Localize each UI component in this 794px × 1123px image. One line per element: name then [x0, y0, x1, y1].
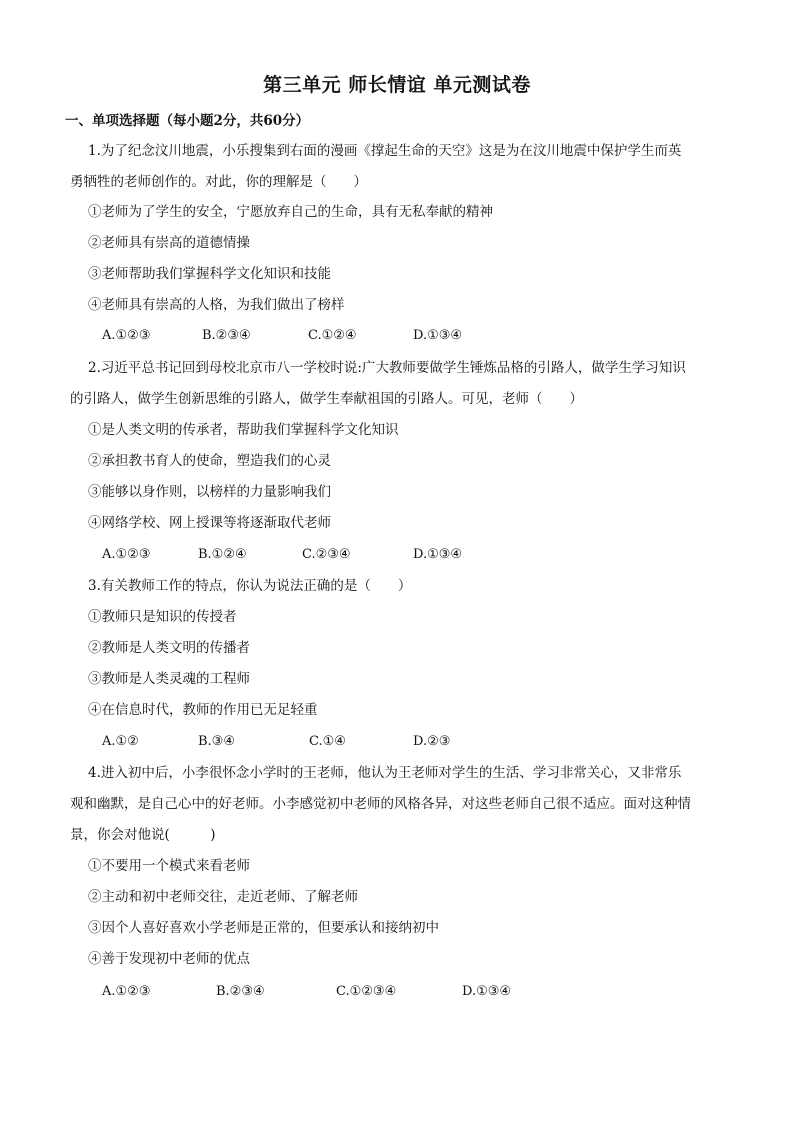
question-2-choice-a[interactable]: A.①②③ — [102, 547, 151, 562]
question-4-choice-b[interactable]: B.②③④ — [216, 984, 265, 999]
question-2-option-1: ①是人类文明的传承者，帮助我们掌握科学文化知识 — [88, 422, 399, 438]
question-1-choice-c[interactable]: C.①②④ — [308, 328, 357, 343]
question-2-choice-b[interactable]: B.①②④ — [198, 547, 247, 562]
question-1-option-1: ①老师为了学生的安全，宁愿放弃自己的生命，具有无私奉献的精神 — [88, 204, 493, 220]
section-heading: 一、单项选择题（每小题2分，共60分） — [65, 113, 310, 129]
question-4-choice-a[interactable]: A.①②③ — [102, 984, 151, 999]
question-4-stem-line-3: 景，你会对他说( ) — [70, 827, 216, 843]
question-3-choice-a[interactable]: A.①② — [102, 734, 139, 749]
question-3-option-2: ②教师是人类文明的传播者 — [88, 640, 250, 656]
question-4-option-4: ④善于发现初中老师的优点 — [88, 951, 250, 967]
question-1-option-3: ③老师帮助我们掌握科学文化知识和技能 — [88, 266, 331, 282]
question-2-option-2: ②承担教书育人的使命，塑造我们的心灵 — [88, 453, 331, 469]
question-3-choice-d[interactable]: D.②③ — [413, 734, 451, 749]
question-4-option-3: ③因个人喜好喜欢小学老师是正常的，但要承认和接纳初中 — [88, 920, 439, 936]
question-3-stem-line-1: 3.有关教师工作的特点，你认为说法正确的是（ ） — [88, 578, 412, 594]
question-3-option-3: ③教师是人类灵魂的工程师 — [88, 671, 250, 687]
question-2-stem-line-1: 2.习近平总书记回到母校北京市八一学校时说:广大教师要做学生锤炼品格的引路人，做学生学习知识 — [88, 360, 686, 376]
question-4-stem-line-2: 观和幽默，是自己心中的好老师。小李感觉初中老师的风格各异，对这些老师自己很不适应。面对这种情 — [70, 796, 691, 812]
question-1-option-4: ④老师具有崇高的人格，为我们做出了榜样 — [88, 297, 345, 313]
question-4-stem-line-1: 4.进入初中后，小李很怀念小学时的王老师，他认为王老师对学生的生活、学习非常关心，又非常乐 — [88, 765, 682, 781]
question-4-choice-d[interactable]: D.①③④ — [462, 984, 512, 999]
question-4-option-1: ①不要用一个模式来看老师 — [88, 858, 250, 874]
question-2-stem-line-2: 的引路人，做学生创新思维的引路人，做学生奉献祖国的引路人。可见，老师（ ） — [70, 391, 583, 407]
question-3-choice-c[interactable]: C.①④ — [309, 734, 346, 749]
question-2-option-4: ④网络学校、网上授课等将逐渐取代老师 — [88, 515, 331, 531]
question-4-option-2: ②主动和初中老师交往，走近老师、了解老师 — [88, 889, 358, 905]
question-4-choice-c[interactable]: C.①②③④ — [336, 984, 397, 999]
question-1-option-2: ②老师具有崇高的道德情操 — [88, 235, 250, 251]
question-1-choice-a[interactable]: A.①②③ — [102, 328, 151, 343]
question-3-choice-b[interactable]: B.③④ — [198, 734, 235, 749]
question-1-choice-b[interactable]: B.②③④ — [202, 328, 251, 343]
question-3-option-1: ①教师只是知识的传授者 — [88, 609, 237, 625]
question-3-option-4: ④在信息时代，教师的作用已无足轻重 — [88, 702, 318, 718]
question-1-stem-line-1: 1.为了纪念汶川地震，小乐搜集到右面的漫画《撑起生命的天空》这是为在汶川地震中保护学生而英 — [88, 143, 682, 159]
question-2-choice-c[interactable]: C.②③④ — [302, 547, 351, 562]
question-2-option-3: ③能够以身作则，以榜样的力量影响我们 — [88, 484, 331, 500]
question-1-choice-d[interactable]: D.①③④ — [413, 328, 463, 343]
question-2-choice-d[interactable]: D.①③④ — [413, 547, 463, 562]
question-1-stem-line-2: 勇牺牲的老师创作的。对此，你的理解是（ ） — [70, 174, 367, 190]
page-title: 第三单元 师长情谊 单元测试卷 — [263, 74, 531, 96]
